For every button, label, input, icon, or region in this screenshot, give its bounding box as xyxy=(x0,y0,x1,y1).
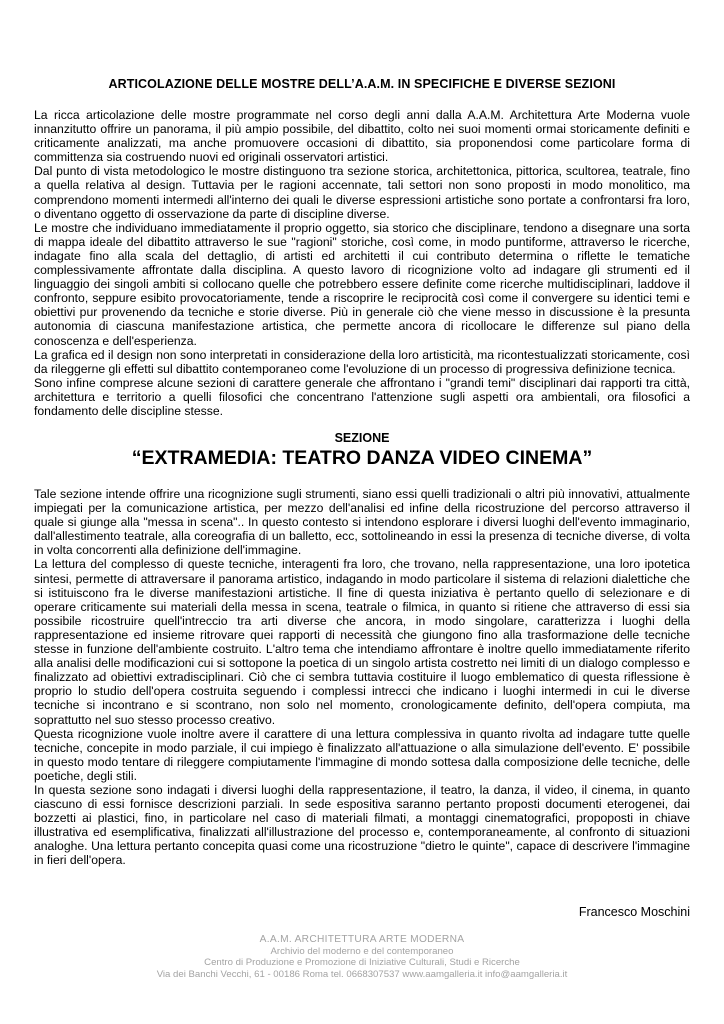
section-paragraph: Questa ricognizione vuole inoltre avere il carattere di una lettura complessiva in quanto rivolta ad indagare tutte quelle tecniche, concepite in modo parziale, il cui impiego è finalizzato all'attuazione o alla simulazione dell'evento. E' possibile in questo modo tentare di rileggere compiutamente l'immagine di mondo sottesa dalla composizione delle tecniche, delle poetiche, degli stili. xyxy=(34,726,690,783)
section-paragraph: La lettura del complesso di queste tecniche, interagenti fra loro, che trovano, nella rappresentazione, una loro ipotetica sintesi, permette di attraversare il panorama artistico, indagando in modo particolare il sistema di relazioni dialettiche che si istituiscono fra le diverse manifestazioni artistiche. Il fine di questa iniziativa è pertanto quello di selezionare e di operare criticamente sui materiali della messa in scena, teatrale o filmica, in quanto si ritiene che attraverso di essi sia possibile ricostruire quell'intreccio tra arti diverse che ancora, in modo singolare, caratterizza i luoghi della rappresentazione ed insieme ritrovare quei rapporti di necessità che giungono fino alla trasformazione delle tecniche stesse in funzione dell'ambiente costruito. L'altro tema che intendiamo affrontare è inoltre quello immediatamente riferito alla analisi delle modificazioni cui si sottopone la poetica di un singolo artista costretto nei limiti di un dialogo complesso e finalizzato ad obiettivi extradisciplinari. Ciò che ci sembra tuttavia costituire il luogo emblematico di questa riflessione è proprio lo studio dell'opera costruita seguendo i complessi intrecci che indicano i luoghi intermedi in cui le diverse tecniche si incontrano e si scontrano, non solo nel momento, cronologicamente definito, dell'opera compiuta, ma soprattutto nel suo stesso processo creativo. xyxy=(34,557,690,727)
intro-paragraph: Dal punto di vista metodologico le mostre distinguono tra sezione storica, architettonica, pittorica, scultorea, teatrale, fino a quella relativa al design. Tuttavia per le ragioni accennate, tali settori non sono proposti in modo monolitico, ma comprendono momenti intermedi all'interno dei quali le diverse espressioni artistiche sono portate a confrontarsi fra loro, o diventano oggetto di osservazione da parte di discipline diverse. xyxy=(34,164,690,221)
letterhead-footer xyxy=(0,934,724,980)
footer-contacts: Via dei Banchi Vecchi, 61 - 00186 Roma tel. 0668307537 www.aamgalleria.it info@aamgalleria.it xyxy=(156,968,568,980)
section-text xyxy=(34,487,690,868)
document-heading: ARTICOLAZIONE DELLE MOSTRE DELL’A.A.M. IN SPECIFICHE E DIVERSE SEZIONI xyxy=(108,77,616,91)
footer-description: Centro di Produzione e Promozione di Iniziative Culturali, Studi e Ricerche xyxy=(204,957,520,969)
footer-subtitle: Archivio del moderno e del contemporaneo xyxy=(270,945,454,957)
section-paragraph: Tale sezione intende offrire una ricognizione sugli strumenti, siano essi quelli tradizionali o altri più innovativi, attualmente impiegati per la comunicazione artistica, per mezzo dell'analisi ed infine della ricostruzione del percorso attraverso il quale si giunge alla "messa in scena".. In questo contesto si intendono esplorare i diversi luoghi dell'evento immaginario, dall'allestimento teatrale, alla coreografia di un balletto, ecc, sottolineando in essi la presenza di tecniche diverse, di volta in volta concorrenti alla definizione dell'immagine. xyxy=(34,487,690,558)
footer-organization-name: A.A.M. ARCHITETTURA ARTE MODERNA xyxy=(259,934,465,945)
section-label: SEZIONE xyxy=(334,431,390,445)
intro-paragraph: La ricca articolazione delle mostre programmate nel corso degli anni dalla A.A.M. Architettura Arte Moderna vuole innanzitutto offrire un panorama, il più ampio possibile, del dibattito, colto nei suoi momenti ormai storicamente definiti e criticamente analizzati, ma anche promuovere occasioni di dibattito, sia proponendosi come particolare forma di committenza sia costruendo nuovi ed originali osservatori artistici. xyxy=(34,108,690,165)
author-signature: Francesco Moschini xyxy=(578,905,690,919)
intro-text xyxy=(34,108,690,418)
section-paragraph: In questa sezione sono indagati i diversi luoghi della rappresentazione, il teatro, la danza, il video, il cinema, in quanto ciascuno di essi fornisce descrizioni parziali. In sede espositiva saranno pertanto proposti documenti eterogenei, dai bozzetti ai plastici, fino, in particolare nel caso di materiali filmati, a montaggi cinematografici, propoposti in chiave illustrativa ed esemplificativa, finalizzati all'illustrazione del processo e, contemporaneamente, al confronto di situazioni analoghe. Una lettura pertanto concepita quasi come una ricostruzione "dietro le quinte", capace di descrivere l'immagine in fieri dell'opera. xyxy=(34,782,690,868)
section-title: “EXTRAMEDIA: TEATRO DANZA VIDEO CINEMA” xyxy=(131,447,593,469)
intro-paragraph: Le mostre che individuano immediatamente il proprio oggetto, sia storico che disciplinare, tendono a disegnare una sorta di mappa ideale del dibattito attraverso le sue "ragioni" storiche, così come, in modo puntiforme, attraverso le ricerche, indagate fino alla scala del dettaglio, di artisti ed architetti il cui contributo determina o riflette le tematiche complessivamente affrontate dalla disciplina. A questo lavoro di ricognizione volto ad indagare gli strumenti ed il linguaggio dei singoli ambiti si collocano quelle che potrebbero essere definite come ricerche multidisciplinari, laddove il confronto, seppure esibito provocatoriamente, tende a riscoprire le reciprocità così come il convergere su identici temi e obiettivi pur provenendo da tecniche e storie diverse. Più in generale ciò che viene messo in discussione è la presunta autonomia di ciascuna manifestazione artistica, che permette ancora di ricollocare le differenze sul piano della conoscenza e dell'esperienza. xyxy=(34,220,690,348)
intro-paragraph: Sono infine comprese alcune sezioni di carattere generale che affrontano i "grandi temi" disciplinari dai rapporti tra città, architettura e territorio a quelli filosofici che concentrano l'attenzione sugli aspetti ora ambientali, ora filosofici a fondamento delle discipline stesse. xyxy=(34,375,690,418)
intro-paragraph: La grafica ed il design non sono interpretati in considerazione della loro artisticità, ma ricontestualizzati storicamente, così da rileggerne gli effetti sul dibattito contemporaneo come l'evoluzione di un processo di progressiva definizione tecnica. xyxy=(34,347,690,376)
